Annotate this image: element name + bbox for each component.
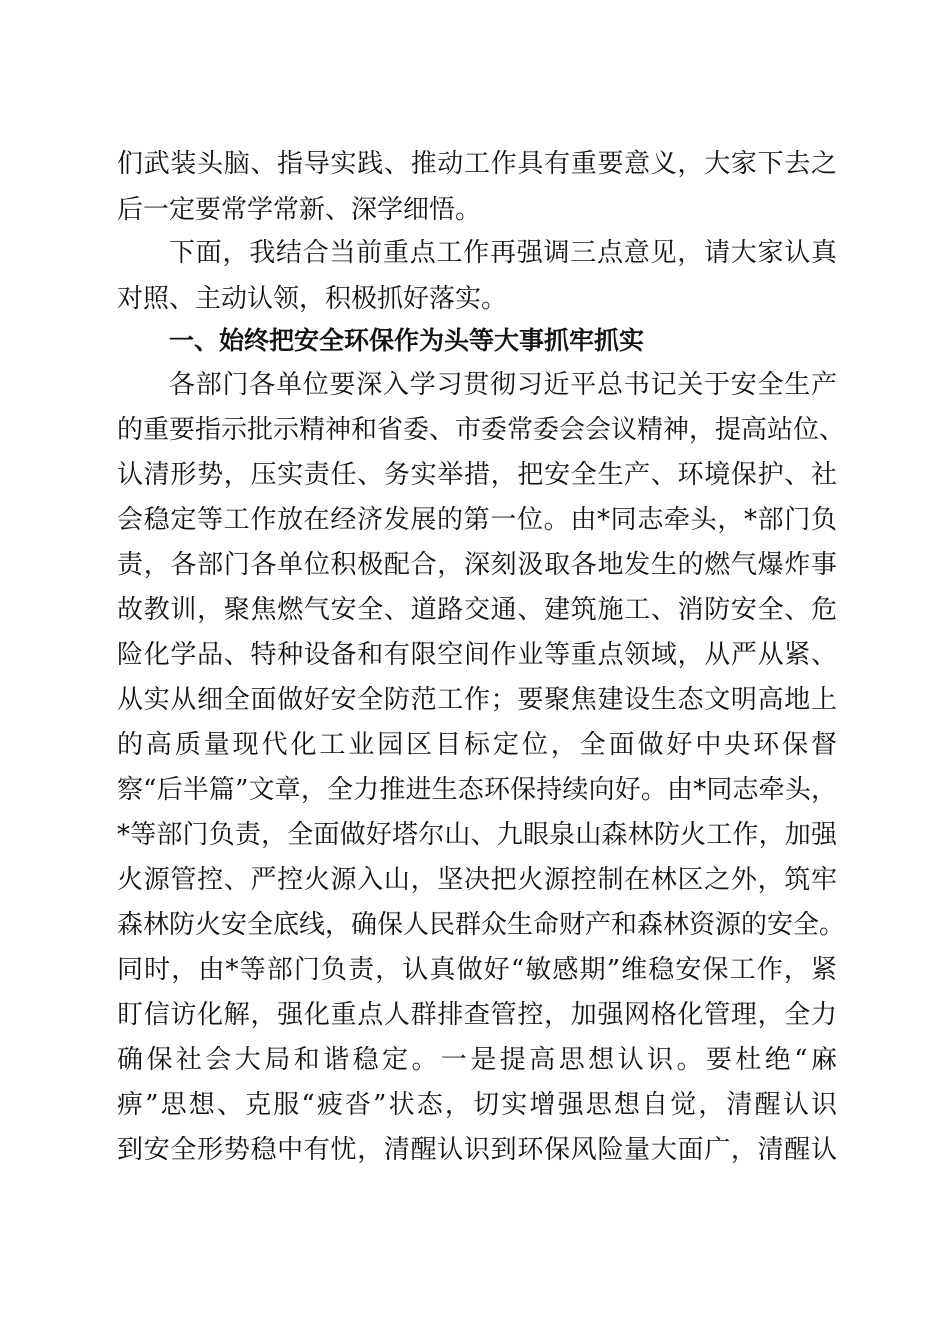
paragraph-3-line-1: 各部门各单位要深入学习贯彻习近平总书记关于安全生产 <box>169 370 837 400</box>
paragraph-1-line-2: 后一定要常学常新、深学细悟。 <box>117 195 482 225</box>
paragraph-3-line-5: 责，各部门各单位积极配合，深刻汲取各地发生的燃气爆炸事 <box>117 550 837 580</box>
paragraph-3-line-14: 同时，由*等部门负责，认真做好“敏感期”维稳安保工作，紧 <box>117 955 837 985</box>
paragraph-3-line-7: 险化学品、特种设备和有限空间作业等重点领域，从严从紧、 <box>117 640 837 670</box>
paragraph-2-line-2: 对照、主动认领，积极抓好落实。 <box>117 284 508 314</box>
paragraph-3-line-4: 会稳定等工作放在经济发展的第一位。由*同志牵头，*部门负 <box>117 505 837 535</box>
paragraph-2-line-1: 下面，我结合当前重点工作再强调三点意见，请大家认真 <box>169 238 837 268</box>
paragraph-3-line-18: 到安全形势稳中有忧，清醒认识到环保风险量大面广，清醒认 <box>117 1135 837 1165</box>
paragraph-3-line-6: 故教训，聚焦燃气安全、道路交通、建筑施工、消防安全、危 <box>117 595 837 625</box>
paragraph-3-line-2: 的重要指示批示精神和省委、市委常委会会议精神，提高站位、 <box>117 415 846 445</box>
paragraph-3-line-15: 盯信访化解，强化重点人群排查管控，加强网格化管理，全力 <box>117 1000 837 1030</box>
paragraph-3-line-16: 确保社会大局和谐稳定。一是提高思想认识。要杜绝“麻 <box>117 1045 837 1075</box>
paragraph-1-line-1: 们武装头脑、指导实践、推动工作具有重要意义，大家下去之 <box>117 149 837 179</box>
paragraph-3-line-8: 从实从细全面做好安全防范工作；要聚焦建设生态文明高地上 <box>117 685 837 715</box>
paragraph-3-line-12: 火源管控、严控火源入山，坚决把火源控制在林区之外，筑牢 <box>117 865 837 895</box>
paragraph-3-line-11: *等部门负责，全面做好塔尔山、九眼泉山森林防火工作，加强 <box>117 820 837 850</box>
section-heading: 一、始终把安全环保作为头等大事抓牢抓实 <box>169 326 645 355</box>
paragraph-3-line-13: 森林防火安全底线，确保人民群众生命财产和森林资源的安全。 <box>117 910 846 940</box>
paragraph-3-line-17: 痹”思想、克服“疲沓”状态，切实增强思想自觉，清醒认识 <box>117 1090 837 1120</box>
paragraph-3-line-10: 察“后半篇”文章，全力推进生态环保持续向好。由*同志牵头， <box>117 775 837 805</box>
paragraph-3-line-3: 认清形势，压实责任、务实举措，把安全生产、环境保护、社 <box>117 460 837 490</box>
paragraph-3-line-9: 的高质量现代化工业园区目标定位，全面做好中央环保督 <box>117 730 837 760</box>
